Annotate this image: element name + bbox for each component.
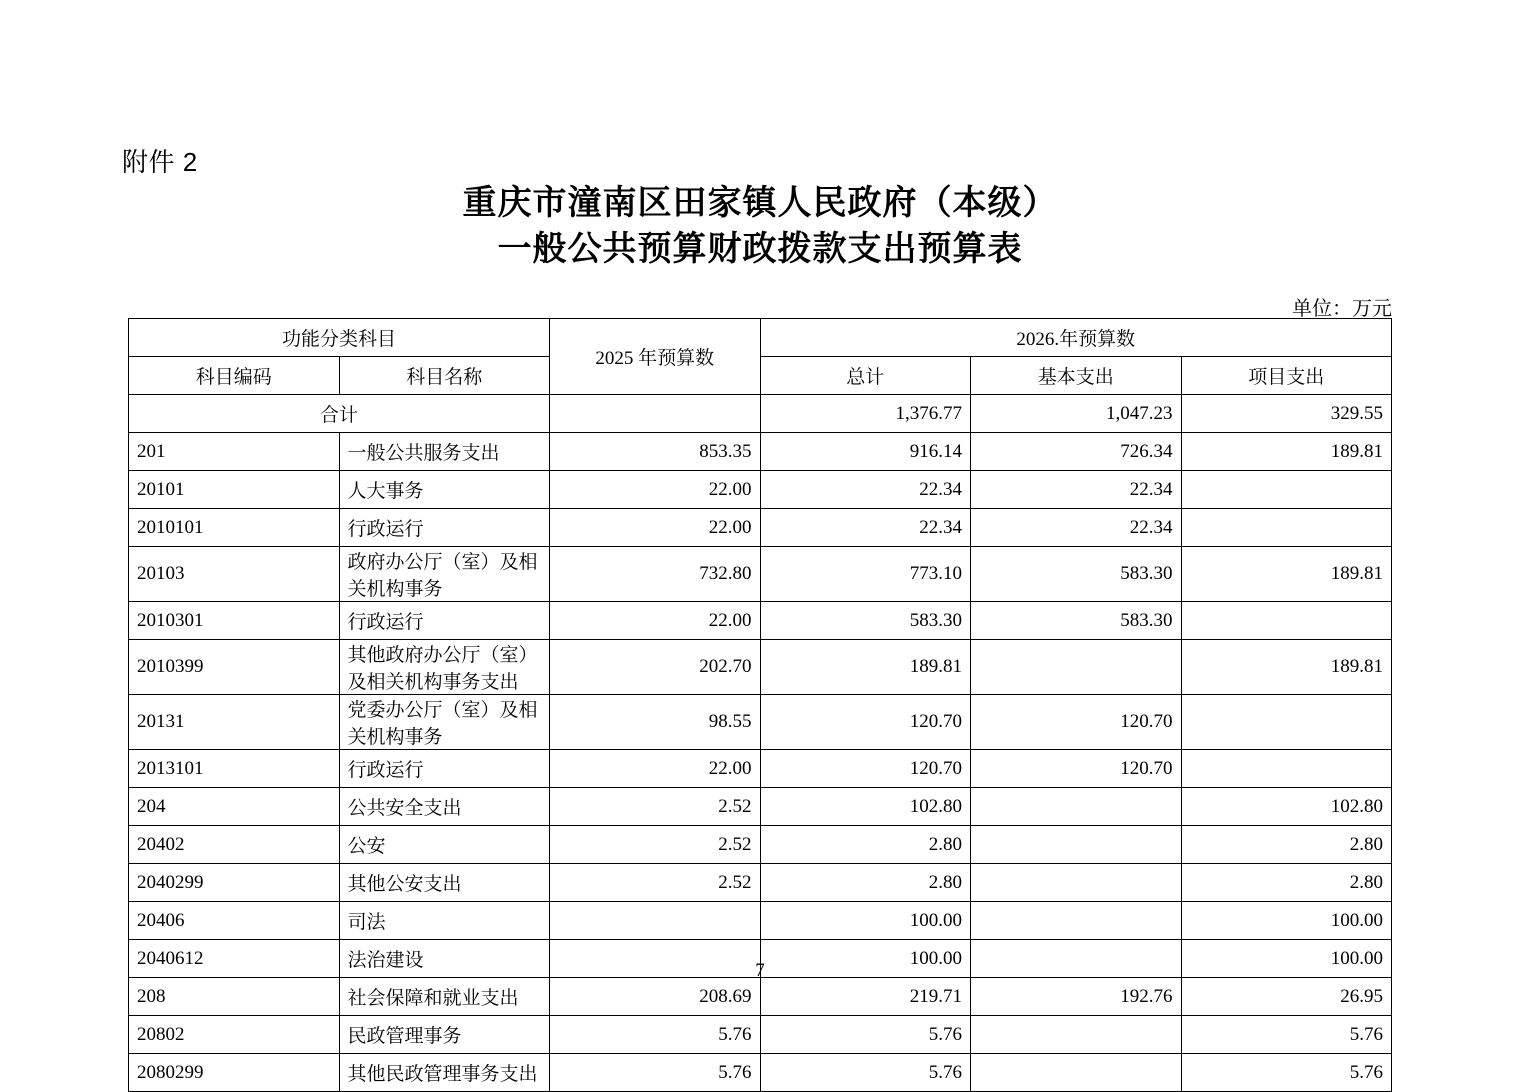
row-value-basic: 22.34 [971,509,1182,547]
row-name: 行政运行 [339,509,550,547]
title-line-2: 一般公共预算财政拨款支出预算表 [497,230,1023,268]
row-value-2025: 2.52 [550,826,761,864]
header-group-category: 功能分类科目 [129,319,550,357]
row-value-2025: 22.00 [550,509,761,547]
header-col-code: 科目编码 [129,357,340,395]
unit-note: 单位：万元 [1292,298,1392,320]
row-value-basic: 726.34 [971,433,1182,471]
row-value-2025: 5.76 [550,1054,761,1092]
table-row [129,826,1392,864]
header-col-name: 科目名称 [339,357,550,395]
header-col-2025: 2025 年预算数 [550,319,761,395]
row-value-2025: 22.00 [550,750,761,788]
row-value-2025: 22.00 [550,471,761,509]
row-value-total: 773.10 [760,547,971,602]
header-col-total: 总计 [760,357,971,395]
table-row [129,640,1392,695]
row-value-total: 583.30 [760,602,971,640]
row-code: 2013101 [129,750,340,788]
table-header-row-1 [129,319,1392,357]
row-value-basic [971,1016,1182,1054]
title-line-1: 重庆市潼南区田家镇人民政府（本级） [462,184,1058,222]
table-row [129,750,1392,788]
row-name: 其他政府办公厅（室）及相关机构事务支出 [339,640,550,695]
table-body [129,395,1392,1092]
row-value-2025: 5.76 [550,1016,761,1054]
table-header-row-2 [129,357,1392,395]
row-name: 政府办公厅（室）及相关机构事务 [339,547,550,602]
row-value-project [1181,695,1392,750]
row-value-basic [971,788,1182,826]
table-row [129,902,1392,940]
row-value-basic [971,1054,1182,1092]
row-value-project: 100.00 [1181,902,1392,940]
row-value-2025: 2.52 [550,864,761,902]
row-value-project: 2.80 [1181,826,1392,864]
row-value-basic: 120.70 [971,750,1182,788]
row-value-2025 [550,902,761,940]
row-name: 人大事务 [339,471,550,509]
row-value-project: 189.81 [1181,640,1392,695]
table-row [129,788,1392,826]
header-col-project: 项目支出 [1181,357,1392,395]
row-value-basic [971,864,1182,902]
row-value-basic: 1,047.23 [971,395,1182,433]
row-value-total: 2.80 [760,826,971,864]
row-name: 行政运行 [339,602,550,640]
row-name: 其他民政管理事务支出 [339,1054,550,1092]
row-value-2025: 732.80 [550,547,761,602]
row-name: 公共安全支出 [339,788,550,826]
header-col-basic: 基本支出 [971,357,1182,395]
row-value-basic: 192.76 [971,978,1182,1016]
table-row [129,471,1392,509]
row-code: 204 [129,788,340,826]
row-name: 法治建设 [339,940,550,978]
row-value-project: 26.95 [1181,978,1392,1016]
row-value-total: 1,376.77 [760,395,971,433]
row-value-2025: 202.70 [550,640,761,695]
row-code: 2080299 [129,1054,340,1092]
row-code: 201 [129,433,340,471]
row-value-project: 2.80 [1181,864,1392,902]
row-value-total: 100.00 [760,902,971,940]
row-value-project [1181,509,1392,547]
row-value-total: 22.34 [760,509,971,547]
row-value-basic [971,826,1182,864]
row-value-total: 100.00 [760,940,971,978]
row-code: 2010301 [129,602,340,640]
row-code: 20402 [129,826,340,864]
row-value-project [1181,602,1392,640]
row-value-basic: 22.34 [971,471,1182,509]
row-code: 2040612 [129,940,340,978]
row-value-2025: 853.35 [550,433,761,471]
row-value-total: 219.71 [760,978,971,1016]
row-name: 公安 [339,826,550,864]
row-code: 20101 [129,471,340,509]
row-value-basic: 583.30 [971,547,1182,602]
table-row [129,1054,1392,1092]
row-code: 20103 [129,547,340,602]
row-value-basic [971,902,1182,940]
row-value-project: 329.55 [1181,395,1392,433]
row-value-project [1181,471,1392,509]
table-row [129,395,1392,433]
row-name: 社会保障和就业支出 [339,978,550,1016]
table-row [129,547,1392,602]
row-code: 20131 [129,695,340,750]
row-value-project: 102.80 [1181,788,1392,826]
attachment-label: 附件 2 [122,147,198,177]
row-value-total: 120.70 [760,750,971,788]
row-value-2025: 98.55 [550,695,761,750]
row-value-2025: 208.69 [550,978,761,1016]
header-group-2026: 2026.年预算数 [760,319,1392,357]
row-value-basic: 120.70 [971,695,1182,750]
row-value-2025: 22.00 [550,602,761,640]
table-row [129,864,1392,902]
row-value-total: 5.76 [760,1054,971,1092]
table-row [129,433,1392,471]
table-row [129,695,1392,750]
row-value-total: 22.34 [760,471,971,509]
row-value-project: 100.00 [1181,940,1392,978]
row-value-2025: 2.52 [550,788,761,826]
row-name: 党委办公厅（室）及相关机构事务 [339,695,550,750]
row-name: 行政运行 [339,750,550,788]
row-value-total: 189.81 [760,640,971,695]
row-name: 一般公共服务支出 [339,433,550,471]
row-name: 司法 [339,902,550,940]
row-total-label: 合计 [129,395,550,433]
row-name: 其他公安支出 [339,864,550,902]
row-code: 2040299 [129,864,340,902]
row-code: 2010399 [129,640,340,695]
row-value-project: 5.76 [1181,1016,1392,1054]
document-title [0,180,1520,272]
row-code: 20802 [129,1016,340,1054]
row-value-project: 189.81 [1181,547,1392,602]
row-value-project: 189.81 [1181,433,1392,471]
table-row [129,509,1392,547]
row-value-total: 2.80 [760,864,971,902]
row-value-total: 5.76 [760,1016,971,1054]
row-code: 2010101 [129,509,340,547]
table-header [129,319,1392,395]
page-number: 7 [755,960,765,981]
row-value-2025 [550,395,761,433]
table-row [129,602,1392,640]
row-code: 20406 [129,902,340,940]
row-value-total: 102.80 [760,788,971,826]
row-value-total: 120.70 [760,695,971,750]
row-value-basic [971,640,1182,695]
row-name: 民政管理事务 [339,1016,550,1054]
table-row [129,1016,1392,1054]
row-value-project: 5.76 [1181,1054,1392,1092]
row-code: 208 [129,978,340,1016]
row-value-basic: 583.30 [971,602,1182,640]
table-row [129,978,1392,1016]
row-value-project [1181,750,1392,788]
row-value-total: 916.14 [760,433,971,471]
